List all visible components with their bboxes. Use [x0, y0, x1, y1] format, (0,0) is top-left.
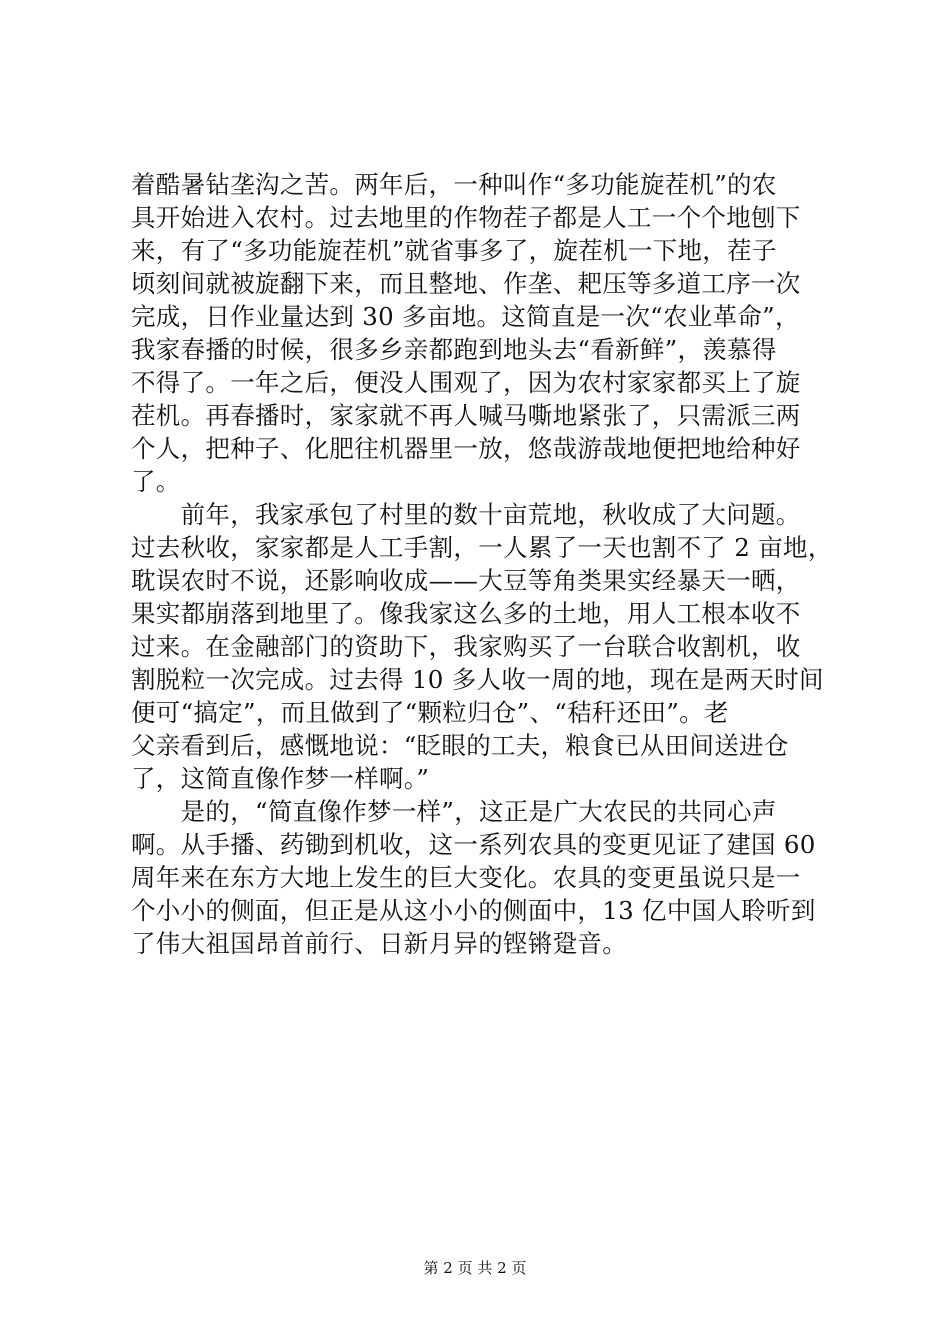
- text-line: 前年，我家承包了村里的数十亩荒地，秋收成了大问题。: [131, 500, 801, 529]
- text-line: 啊。从手播、药锄到机收，这一系列农具的变更见证了建国 60: [131, 830, 816, 859]
- text-line: 过去秋收，家家都是人工手割，一人累了一天也割不了 2 亩地，: [131, 533, 833, 562]
- text-line: 来，有了“多功能旋茬机”就省事多了，旋茬机一下地，茬子: [131, 236, 777, 265]
- text-line: 个小小的侧面，但正是从这小小的侧面中，13 亿中国人聆听到: [131, 896, 816, 925]
- article-body: [131, 168, 831, 960]
- text-line: 父亲看到后，感慨地说：“眨眼的工夫，粮食已从田间送进仓: [131, 731, 789, 760]
- text-line: 便可“搞定”，而且做到了“颗粒归仓”、“秸秆还田”。老: [131, 698, 729, 727]
- text-line: 周年来在东方大地上发生的巨大变化。农具的变更虽说只是一: [131, 863, 801, 892]
- page-footer: [0, 1258, 950, 1278]
- text-line: 果实都崩落到地里了。像我家这么多的土地，用人工根本收不: [131, 599, 801, 628]
- text-line: 了伟大祖国昂首前行、日新月异的铿锵跫音。: [131, 929, 627, 958]
- text-line: 过来。在金融部门的资助下，我家购买了一台联合收割机，收: [131, 632, 801, 661]
- text-line: 着酷暑钻垄沟之苦。两年后，一种叫作“多功能旋茬机”的农: [131, 170, 777, 199]
- text-line: 不得了。一年之后，便没人围观了，因为农村家家都买上了旋: [131, 368, 801, 397]
- text-line: 完成，日作业量达到 30 多亩地。这简直是一次“农业革命”，: [131, 302, 800, 331]
- text-line: 个人，把种子、化肥往机器里一放，悠哉游哉地便把地给种好: [131, 434, 801, 463]
- text-line: 是的，“简直像作梦一样”，这正是广大农民的共同心声: [131, 797, 777, 826]
- text-line: 我家春播的时候，很多乡亲都跑到地头去“看新鲜”，羡慕得: [131, 335, 777, 364]
- text-line: 了。: [131, 467, 181, 496]
- text-line: 具开始进入农村。过去地里的作物茬子都是人工一个个地刨下: [131, 203, 801, 232]
- page-number-label: 第 2 页 共 2 页: [423, 1259, 527, 1277]
- text-line: 了，这简直像作梦一样啊。”: [131, 764, 430, 793]
- text-line: 茬机。再春播时，家家就不再人喊马嘶地紧张了，只需派三两: [131, 401, 801, 430]
- text-line: 割脱粒一次完成。过去得 10 多人收一周的地，现在是两天时间: [131, 665, 824, 694]
- text-line: 耽误农时不说，还影响收成——大豆等角类果实经暴天一晒，: [131, 566, 801, 595]
- text-line: 顷刻间就被旋翻下来，而且整地、作垄、耙压等多道工序一次: [131, 269, 801, 298]
